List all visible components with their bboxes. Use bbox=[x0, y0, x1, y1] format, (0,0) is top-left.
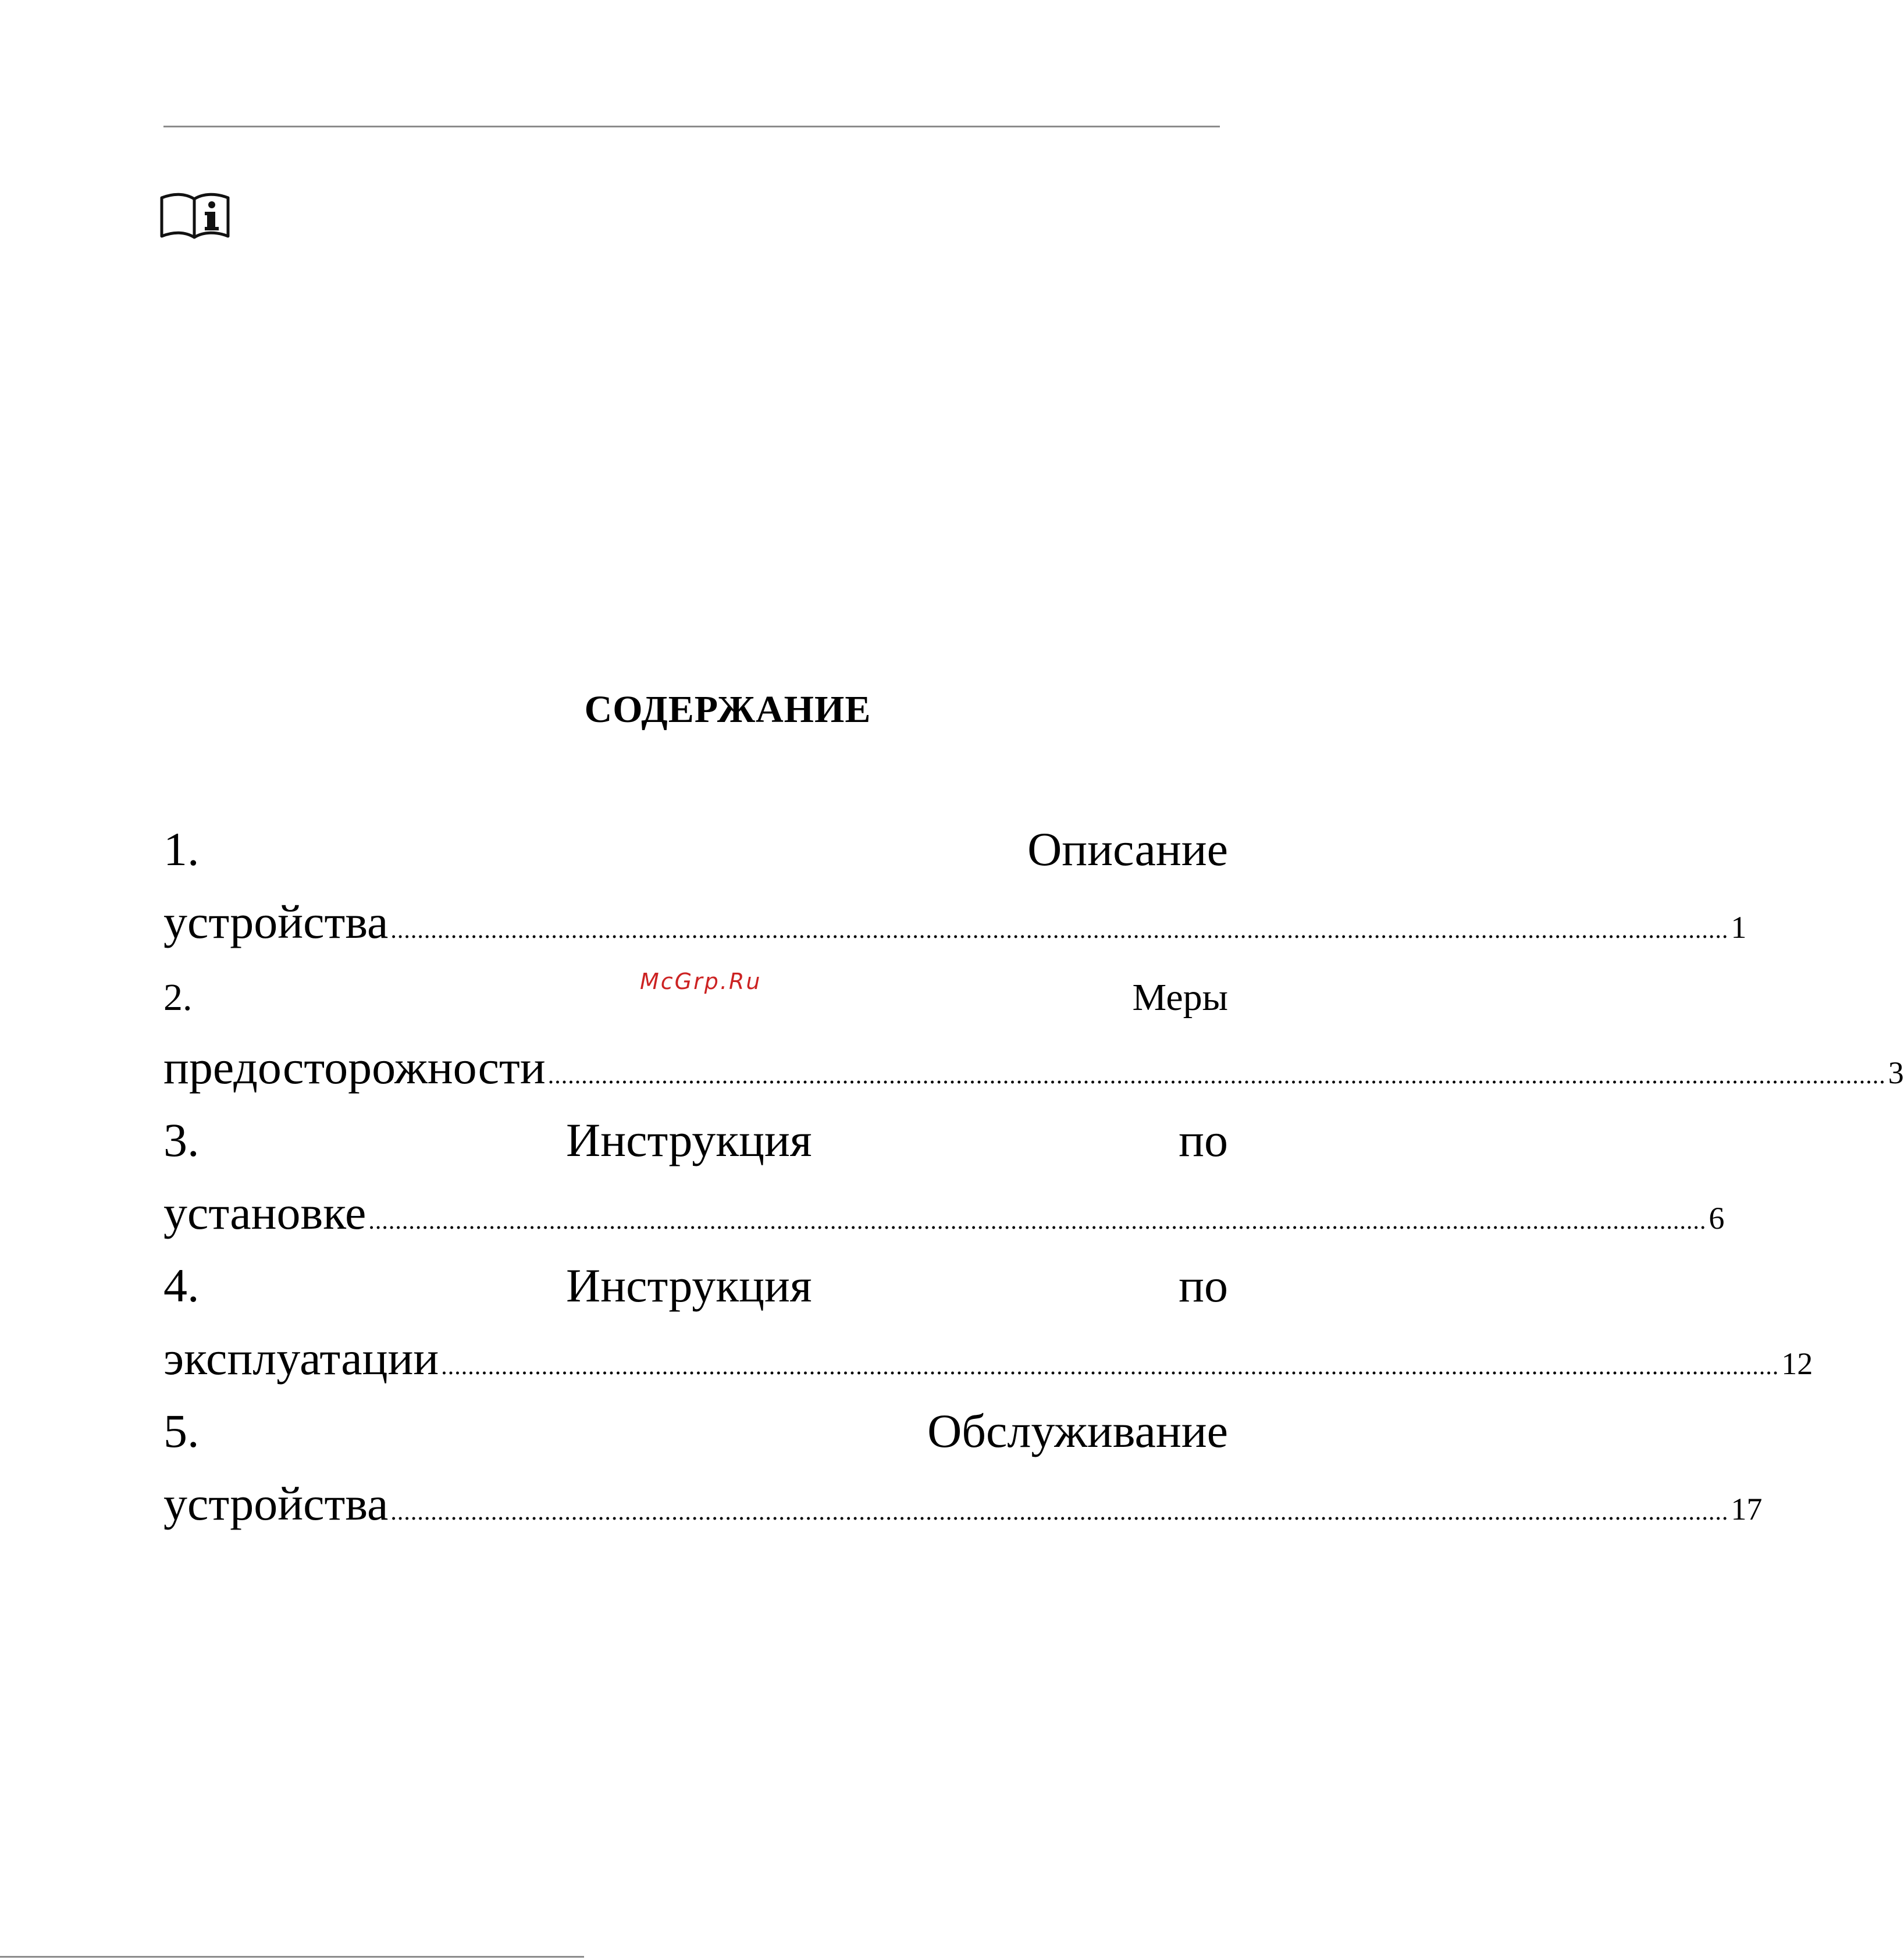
toc-item-5-heading[interactable] bbox=[163, 1402, 1228, 1460]
toc-item-3-heading[interactable] bbox=[163, 1111, 1228, 1169]
toc-item-1-heading[interactable] bbox=[163, 820, 1228, 878]
top-divider bbox=[163, 126, 1220, 127]
toc-page-number: 6 bbox=[1709, 1201, 1725, 1236]
toc-leader-dots: ........................................................................................................................................................................................................ bbox=[441, 1353, 1780, 1380]
bottom-divider bbox=[0, 1956, 584, 1958]
toc-item-text: устройства bbox=[163, 1477, 389, 1530]
toc-item-4-heading[interactable] bbox=[163, 1257, 1228, 1315]
toc-item-number: 1. bbox=[163, 823, 200, 876]
toc-item-5-title[interactable] bbox=[163, 1475, 1763, 1533]
toc-leader-dots: ........................................................................................................................................................................................................ bbox=[368, 1208, 1707, 1235]
toc-page-number: 17 bbox=[1731, 1492, 1763, 1527]
toc-item-number: 4. bbox=[163, 1259, 200, 1312]
toc-item-1-title[interactable] bbox=[163, 893, 1747, 951]
toc-item-text: устройства bbox=[163, 895, 389, 948]
toc-item-number: 2. bbox=[163, 976, 193, 1019]
toc-item-4-title[interactable] bbox=[163, 1329, 1813, 1388]
toc-title: СОДЕРЖАНИЕ bbox=[584, 688, 871, 731]
toc-item-word-2: по bbox=[1179, 1259, 1228, 1312]
toc-item-text: эксплуатации bbox=[163, 1332, 439, 1385]
toc-item-number: 5. bbox=[163, 1404, 200, 1457]
toc-page-number: 1 bbox=[1731, 910, 1747, 945]
manual-info-icon bbox=[158, 192, 232, 240]
toc-item-text: установке bbox=[163, 1186, 366, 1239]
toc-item-word: Обслуживание bbox=[927, 1404, 1228, 1457]
toc-item-word: Инструкция bbox=[566, 1114, 812, 1166]
toc-item-2-title[interactable] bbox=[163, 1038, 1904, 1097]
toc-page-number: 12 bbox=[1781, 1346, 1813, 1381]
watermark-text: McGrp.Ru bbox=[640, 969, 762, 994]
toc-item-word: Инструкция bbox=[566, 1259, 812, 1312]
toc-leader-dots: ........................................................................................................................................................................................................ bbox=[390, 1499, 1729, 1525]
toc-item-text: предосторожности bbox=[163, 1041, 546, 1094]
toc-leader-dots: ........................................................................................................................................................................................................ bbox=[547, 1062, 1886, 1089]
toc-leader-dots: ........................................................................................................................................................................................................ bbox=[390, 917, 1729, 944]
toc-page-number: 3 bbox=[1888, 1055, 1904, 1090]
toc-item-number: 3. bbox=[163, 1114, 200, 1166]
toc-item-word-2: по bbox=[1179, 1114, 1228, 1166]
toc-item-word: Меры bbox=[1132, 976, 1228, 1019]
toc-item-3-title[interactable] bbox=[163, 1184, 1725, 1242]
toc-item-word: Описание bbox=[1027, 823, 1228, 876]
